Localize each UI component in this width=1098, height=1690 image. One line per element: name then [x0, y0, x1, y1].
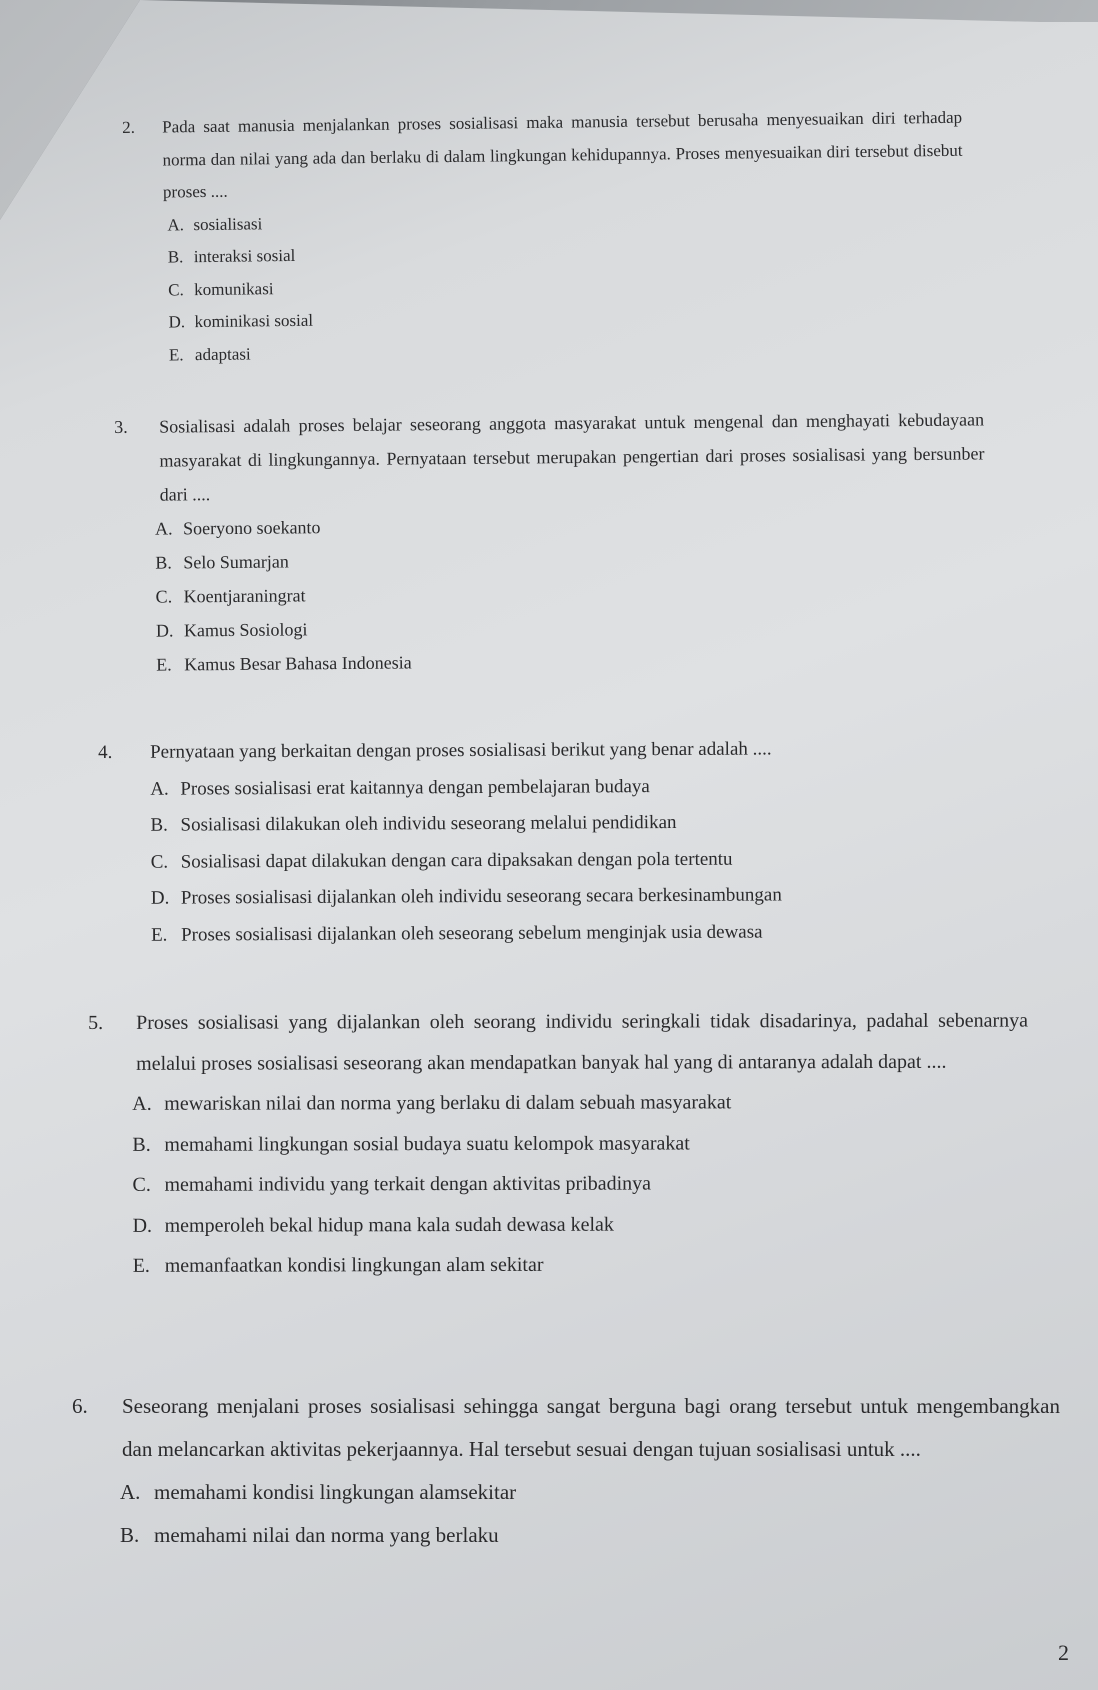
question-6	[72, 1385, 1060, 1557]
question-text: Pernyataan yang berkaitan dengan proses sosialisasi berikut yang benar adalah ....	[150, 738, 772, 763]
question-2	[122, 102, 965, 372]
question-4	[98, 730, 979, 954]
option-letter: D.	[150, 887, 170, 909]
question-3	[114, 402, 986, 682]
option-b	[132, 1122, 1028, 1165]
option-c	[132, 1163, 1028, 1206]
option-letter: B.	[132, 1133, 151, 1156]
option-text: memahami nilai dan norma yang berlaku	[154, 1523, 499, 1547]
option-letter: A.	[154, 518, 173, 539]
options-list	[132, 1082, 1029, 1287]
question-number: 6.	[72, 1394, 88, 1418]
option-text: Soeryono soekanto	[182, 517, 321, 539]
option-text: mewariskan nilai dan norma yang berlaku di dalam sebuah masyarakat	[164, 1091, 732, 1115]
question-text: Pada saat manusia menjalankan proses sosialisasi maka manusia tersebut berusaha menyesuaikan diri terhadap norma dan nilai yang ada dan berlaku di dalam lingkungan kehidupannya. Proses menyesuaikan diri tersebut disebut proses ....	[162, 107, 963, 202]
option-text: Sosialisasi dilakukan oleh individu seseorang melalui pendidikan	[180, 811, 677, 836]
option-a	[120, 1471, 1060, 1514]
option-text: memperoleh bekal hidup mana kala sudah dewasa kelak	[164, 1213, 614, 1237]
option-text: kominikasi sosial	[194, 310, 314, 332]
option-c	[151, 840, 979, 881]
question-number: 4.	[98, 741, 113, 763]
option-letter: A.	[167, 214, 185, 234]
options-list	[155, 504, 986, 681]
option-letter: C.	[155, 586, 173, 607]
option-d	[133, 1203, 1029, 1246]
option-letter: C.	[150, 851, 169, 873]
option-text: memanfaatkan kondisi lingkungan alam sekitar	[164, 1253, 544, 1277]
option-letter: D.	[168, 312, 186, 332]
option-text: Kamus Sosiologi	[183, 619, 308, 641]
option-e	[133, 1244, 1029, 1287]
option-text: adaptasi	[194, 343, 251, 364]
option-b	[150, 803, 978, 844]
option-letter: C.	[132, 1173, 151, 1196]
question-text: Seseorang menjalani proses sosialisasi sehingga sangat berguna bagi orang tersebut untuk mengembangkan dan melancarkan aktivitas pekerjaannya. Hal tersebut sesuai dengan tujuan sosialisasi untuk ....	[122, 1394, 1060, 1461]
option-text: memahami lingkungan sosial budaya suatu kelompok masyarakat	[164, 1131, 690, 1156]
option-letter: B.	[167, 247, 184, 267]
question-5	[88, 1001, 1029, 1287]
option-text: Kamus Besar Bahasa Indonesia	[184, 652, 412, 675]
option-e	[156, 640, 986, 681]
option-letter: A.	[132, 1092, 152, 1115]
option-text: sosialisasi	[193, 213, 263, 234]
options-list	[150, 767, 979, 954]
option-letter: A.	[150, 778, 169, 800]
question-text: Proses sosialisasi yang dijalankan oleh seorang individu seringkali tidak disadarinya, padahal sebenarnya melalui proses sosialisasi seseorang akan mendapatkan banyak hal yang di antaranya adalah dapat ....	[136, 1009, 1029, 1075]
option-letter: B.	[150, 814, 168, 836]
option-letter: E.	[168, 344, 184, 364]
option-letter: B.	[120, 1523, 140, 1547]
option-letter: D.	[155, 620, 174, 641]
option-text: Proses sosialisasi dijalankan oleh seseorang sebelum menginjak usia dewasa	[180, 921, 763, 946]
option-letter: E.	[150, 924, 168, 946]
page-number: 2	[1058, 1640, 1069, 1665]
option-e	[151, 913, 979, 954]
question-number: 3.	[114, 416, 128, 437]
question-number: 5.	[88, 1011, 104, 1034]
option-letter: D.	[132, 1214, 153, 1237]
option-text: memahami kondisi lingkungan alamsekitar	[154, 1480, 517, 1504]
option-letter: B.	[155, 552, 172, 573]
option-a	[132, 1082, 1028, 1125]
option-text: Proses sosialisasi dijalankan oleh individu seseorang secara berkesinambungan	[180, 884, 782, 909]
option-text: Sosialisasi dapat dilakukan dengan cara dipaksakan dengan pola tertentu	[180, 848, 733, 873]
option-text: memahami individu yang terkait dengan aktivitas pribadinya	[164, 1172, 652, 1196]
option-text: interaksi sosial	[193, 245, 296, 267]
question-text: Sosialisasi adalah proses belajar seseorang anggota masyarakat untuk mengenal dan menghayati kebudayaan masyarakat di lingkungannya. Pernyataan tersebut merupakan pengertian dari proses sosialisasi yang bersunber dari ....	[159, 409, 985, 505]
option-letter: A.	[120, 1480, 141, 1504]
option-letter: E.	[132, 1254, 150, 1277]
options-list	[167, 199, 965, 371]
option-b	[120, 1514, 1060, 1557]
option-text: Koentjaraningrat	[183, 585, 306, 607]
question-number: 2.	[122, 117, 136, 137]
option-letter: C.	[168, 279, 184, 299]
option-text: komunikasi	[194, 278, 274, 299]
option-d	[151, 876, 979, 917]
option-letter: E.	[156, 654, 172, 675]
options-list	[120, 1471, 1060, 1557]
option-text: Selo Sumarjan	[183, 551, 289, 573]
option-text: Proses sosialisasi erat kaitannya dengan pembelajaran budaya	[180, 775, 650, 800]
option-a	[150, 767, 978, 808]
